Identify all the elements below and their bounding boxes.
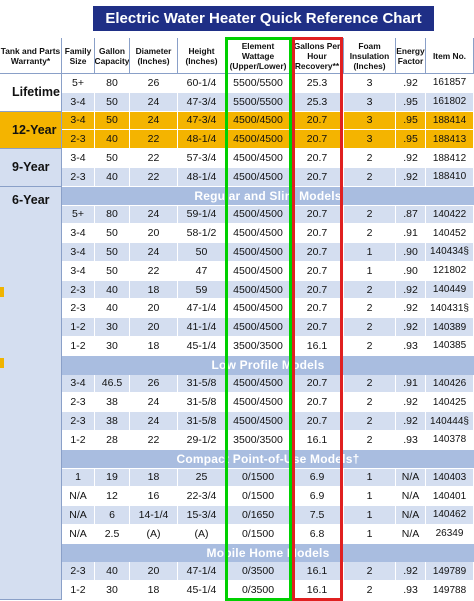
- table-cell-gallon-capacity: 40: [95, 281, 130, 300]
- table-cell-wattage: 0/3500: [226, 562, 291, 581]
- table-cell-diameter: 22: [130, 149, 178, 168]
- table-cell-height: 47-1/4: [178, 562, 226, 581]
- table-cell-family-size: 3-4: [62, 149, 95, 168]
- table-cell-height: 47-3/4: [178, 112, 226, 131]
- table-cell-recovery: 20.7: [291, 130, 344, 149]
- table-cell-recovery: 16.1: [291, 431, 344, 450]
- header-recovery: Gallons Per Hour Recovery**: [291, 38, 344, 74]
- table-cell-wattage: 4500/4500: [226, 299, 291, 318]
- table-cell-diameter: 24: [130, 112, 178, 131]
- table-cell-energy-factor: .92: [396, 281, 426, 300]
- table-cell-gallon-capacity: 80: [95, 206, 130, 225]
- table-cell-insulation: 2: [344, 299, 396, 318]
- table-cell-gallon-capacity: 2.5: [95, 525, 130, 544]
- table-cell-insulation: 2: [344, 562, 396, 581]
- table-cell-height: 58-1/2: [178, 224, 226, 243]
- table-cell-insulation: 3: [344, 130, 396, 149]
- table-cell-item-no: 140449: [426, 281, 474, 300]
- table-cell-energy-factor: .93: [396, 431, 426, 450]
- table-cell-family-size: 2-3: [62, 412, 95, 431]
- table-cell-height: 47-1/4: [178, 299, 226, 318]
- table-cell-family-size: 3-4: [62, 224, 95, 243]
- table-cell-height: 45-1/4: [178, 581, 226, 600]
- table-cell-diameter: 16: [130, 487, 178, 506]
- table-cell-insulation: 2: [344, 412, 396, 431]
- table-cell-height: 25: [178, 469, 226, 488]
- table-cell-wattage: 4500/4500: [226, 281, 291, 300]
- table-cell-family-size: 3-4: [62, 375, 95, 394]
- table-cell-insulation: 2: [344, 224, 396, 243]
- table-cell-item-no: 140444§: [426, 412, 474, 431]
- table-cell-insulation: 1: [344, 262, 396, 281]
- table-cell-diameter: 18: [130, 337, 178, 356]
- table-cell-insulation: 3: [344, 112, 396, 131]
- table-cell-recovery: 16.1: [291, 581, 344, 600]
- table-cell-gallon-capacity: 30: [95, 318, 130, 337]
- table-cell-recovery: 20.7: [291, 299, 344, 318]
- table-cell-recovery: 20.7: [291, 224, 344, 243]
- table-cell-energy-factor: .91: [396, 375, 426, 394]
- section-header: Regular and Slim Models: [62, 187, 474, 206]
- edge-marker: [0, 358, 4, 368]
- table-cell-recovery: 6.9: [291, 487, 344, 506]
- table-cell-gallon-capacity: 40: [95, 130, 130, 149]
- table-cell-item-no: 140426: [426, 375, 474, 394]
- table-cell-recovery: 20.7: [291, 206, 344, 225]
- table-cell-recovery: 20.7: [291, 393, 344, 412]
- table-cell-height: 31-5/8: [178, 412, 226, 431]
- table-cell-family-size: 5+: [62, 206, 95, 225]
- table-cell-height: 29-1/2: [178, 431, 226, 450]
- table-cell-gallon-capacity: 50: [95, 93, 130, 112]
- table-cell-height: 15-3/4: [178, 506, 226, 525]
- table-cell-gallon-capacity: 38: [95, 393, 130, 412]
- header-height: Height (Inches): [178, 38, 226, 74]
- table-cell-energy-factor: .92: [396, 299, 426, 318]
- table-cell-gallon-capacity: 30: [95, 581, 130, 600]
- table-cell-item-no: 140385: [426, 337, 474, 356]
- table-cell-insulation: 1: [344, 506, 396, 525]
- table-cell-energy-factor: .95: [396, 112, 426, 131]
- table-cell-item-no: 140431§: [426, 299, 474, 318]
- table-cell-family-size: 2-3: [62, 130, 95, 149]
- table-cell-energy-factor: .93: [396, 337, 426, 356]
- table-cell-height: 47-3/4: [178, 93, 226, 112]
- table-cell-wattage: 4500/4500: [226, 262, 291, 281]
- table-cell-item-no: 188410: [426, 168, 474, 187]
- header-diameter: Diameter (Inches): [130, 38, 178, 74]
- table-cell-diameter: 24: [130, 93, 178, 112]
- table-cell-recovery: 20.7: [291, 262, 344, 281]
- table-cell-wattage: 4500/4500: [226, 168, 291, 187]
- table-cell-insulation: 1: [344, 243, 396, 262]
- table-cell-wattage: 4500/4500: [226, 412, 291, 431]
- table-cell-item-no: 26349: [426, 525, 474, 544]
- edge-marker: [0, 287, 4, 297]
- table-cell-recovery: 7.5: [291, 506, 344, 525]
- table-cell-family-size: N/A: [62, 525, 95, 544]
- section-header: Compact Point-of-Use Models†: [62, 450, 474, 469]
- table-cell-insulation: 1: [344, 469, 396, 488]
- table-cell-energy-factor: .92: [396, 412, 426, 431]
- table-cell-gallon-capacity: 40: [95, 168, 130, 187]
- header-insulation: Foam Insulation (Inches): [344, 38, 396, 74]
- table-cell-insulation: 2: [344, 337, 396, 356]
- table-cell-gallon-capacity: 6: [95, 506, 130, 525]
- table-cell-diameter: 24: [130, 243, 178, 262]
- table-cell-wattage: 3500/3500: [226, 431, 291, 450]
- table-cell-energy-factor: .91: [396, 224, 426, 243]
- table-cell-item-no: 149789: [426, 562, 474, 581]
- table-cell-family-size: 1-2: [62, 431, 95, 450]
- warranty-9-year: 9-Year: [0, 149, 62, 187]
- table-cell-wattage: 4500/4500: [226, 393, 291, 412]
- table-cell-recovery: 6.9: [291, 469, 344, 488]
- table-cell-diameter: 20: [130, 318, 178, 337]
- table-cell-diameter: (A): [130, 525, 178, 544]
- table-cell-insulation: 2: [344, 393, 396, 412]
- table-cell-diameter: 20: [130, 562, 178, 581]
- table-cell-gallon-capacity: 19: [95, 469, 130, 488]
- table-cell-item-no: 188412: [426, 149, 474, 168]
- table-cell-diameter: 24: [130, 412, 178, 431]
- table-cell-insulation: 2: [344, 206, 396, 225]
- table-cell-energy-factor: N/A: [396, 469, 426, 488]
- section-header: Mobile Home Models: [62, 544, 474, 563]
- table-cell-item-no: 140401: [426, 487, 474, 506]
- table-cell-family-size: N/A: [62, 487, 95, 506]
- table-cell-item-no: 140422: [426, 206, 474, 225]
- table-cell-gallon-capacity: 50: [95, 149, 130, 168]
- table-cell-item-no: 161857: [426, 74, 474, 93]
- table-cell-insulation: 2: [344, 375, 396, 394]
- table-cell-insulation: 1: [344, 525, 396, 544]
- table-cell-recovery: 20.7: [291, 243, 344, 262]
- warranty-lifetime: Lifetime: [0, 74, 62, 112]
- table-cell-energy-factor: .92: [396, 562, 426, 581]
- table-cell-wattage: 4500/4500: [226, 318, 291, 337]
- table-cell-height: (A): [178, 525, 226, 544]
- header-energy-factor: Energy Factor: [396, 38, 426, 74]
- table-cell-item-no: 161802: [426, 93, 474, 112]
- table-cell-height: 50: [178, 243, 226, 262]
- table-cell-wattage: 5500/5500: [226, 93, 291, 112]
- warranty-12-year: 12-Year: [0, 112, 62, 150]
- table-cell-wattage: 3500/3500: [226, 337, 291, 356]
- table-cell-family-size: 1-2: [62, 581, 95, 600]
- table-cell-diameter: 20: [130, 224, 178, 243]
- table-cell-height: 31-5/8: [178, 375, 226, 394]
- table-cell-wattage: 4500/4500: [226, 224, 291, 243]
- table-cell-item-no: 140452: [426, 224, 474, 243]
- table-cell-recovery: 16.1: [291, 562, 344, 581]
- table-cell-height: 41-1/4: [178, 318, 226, 337]
- table-cell-recovery: 20.7: [291, 149, 344, 168]
- table-cell-family-size: 1: [62, 469, 95, 488]
- table-cell-diameter: 18: [130, 281, 178, 300]
- table-cell-energy-factor: N/A: [396, 506, 426, 525]
- warranty-6-year: 6-Year: [0, 187, 62, 600]
- table-cell-height: 22-3/4: [178, 487, 226, 506]
- table-cell-diameter: 26: [130, 74, 178, 93]
- table-cell-energy-factor: .93: [396, 581, 426, 600]
- table-cell-diameter: 22: [130, 130, 178, 149]
- table-cell-gallon-capacity: 50: [95, 112, 130, 131]
- table-cell-energy-factor: .90: [396, 262, 426, 281]
- table-cell-item-no: 188413: [426, 130, 474, 149]
- table-cell-energy-factor: .92: [396, 168, 426, 187]
- table-cell-height: 31-5/8: [178, 393, 226, 412]
- table-cell-height: 45-1/4: [178, 337, 226, 356]
- table-cell-item-no: 188414: [426, 112, 474, 131]
- table-cell-insulation: 2: [344, 318, 396, 337]
- header-warranty: Tank and Parts Warranty*: [0, 38, 62, 74]
- table-cell-insulation: 3: [344, 93, 396, 112]
- table-cell-wattage: 5500/5500: [226, 74, 291, 93]
- table-cell-insulation: 2: [344, 431, 396, 450]
- table-cell-family-size: 1-2: [62, 318, 95, 337]
- table-cell-recovery: 16.1: [291, 337, 344, 356]
- table-cell-wattage: 0/1500: [226, 487, 291, 506]
- table-cell-family-size: 2-3: [62, 168, 95, 187]
- table-cell-gallon-capacity: 38: [95, 412, 130, 431]
- table-cell-recovery: 20.7: [291, 281, 344, 300]
- table-cell-recovery: 20.7: [291, 375, 344, 394]
- table-cell-family-size: N/A: [62, 506, 95, 525]
- table-cell-energy-factor: .92: [396, 393, 426, 412]
- table-cell-height: 59: [178, 281, 226, 300]
- table-cell-item-no: 140462: [426, 506, 474, 525]
- table-cell-family-size: 3-4: [62, 112, 95, 131]
- table-cell-recovery: 25.3: [291, 74, 344, 93]
- table-cell-family-size: 3-4: [62, 93, 95, 112]
- table-cell-energy-factor: N/A: [396, 525, 426, 544]
- header-family-size: Family Size: [62, 38, 95, 74]
- table-cell-height: 59-1/4: [178, 206, 226, 225]
- table-cell-diameter: 18: [130, 469, 178, 488]
- table-cell-gallon-capacity: 12: [95, 487, 130, 506]
- table-cell-diameter: 22: [130, 431, 178, 450]
- table-cell-diameter: 20: [130, 299, 178, 318]
- table-cell-item-no: 140425: [426, 393, 474, 412]
- table-cell-insulation: 2: [344, 168, 396, 187]
- table-cell-recovery: 20.7: [291, 318, 344, 337]
- table-cell-item-no: 149788: [426, 581, 474, 600]
- table-cell-family-size: 3-4: [62, 262, 95, 281]
- table-cell-wattage: 0/3500: [226, 581, 291, 600]
- table-cell-height: 57-3/4: [178, 149, 226, 168]
- table-cell-item-no: 140389: [426, 318, 474, 337]
- table-cell-insulation: 1: [344, 487, 396, 506]
- table-cell-height: 60-1/4: [178, 74, 226, 93]
- table-cell-energy-factor: .92: [396, 318, 426, 337]
- table-cell-recovery: 25.3: [291, 93, 344, 112]
- table-cell-diameter: 22: [130, 168, 178, 187]
- header-gallon-capacity: Gallon Capacity: [95, 38, 130, 74]
- table-cell-family-size: 2-3: [62, 299, 95, 318]
- table-cell-item-no: 140403: [426, 469, 474, 488]
- table-cell-recovery: 20.7: [291, 112, 344, 131]
- table-cell-gallon-capacity: 50: [95, 243, 130, 262]
- table-cell-wattage: 0/1650: [226, 506, 291, 525]
- table-cell-gallon-capacity: 80: [95, 74, 130, 93]
- table-cell-gallon-capacity: 50: [95, 262, 130, 281]
- table-cell-gallon-capacity: 46.5: [95, 375, 130, 394]
- table-cell-gallon-capacity: 28: [95, 431, 130, 450]
- table-cell-height: 48-1/4: [178, 130, 226, 149]
- table-cell-wattage: 4500/4500: [226, 130, 291, 149]
- table-cell-insulation: 2: [344, 581, 396, 600]
- table-cell-energy-factor: .87: [396, 206, 426, 225]
- table-cell-family-size: 3-4: [62, 243, 95, 262]
- table-cell-energy-factor: .92: [396, 149, 426, 168]
- table-cell-family-size: 2-3: [62, 562, 95, 581]
- table-cell-recovery: 6.8: [291, 525, 344, 544]
- table-cell-wattage: 4500/4500: [226, 206, 291, 225]
- chart-title: Electric Water Heater Quick Reference Chart: [93, 6, 434, 31]
- table-cell-insulation: 2: [344, 281, 396, 300]
- table-cell-diameter: 26: [130, 375, 178, 394]
- table-cell-energy-factor: .95: [396, 130, 426, 149]
- table-cell-family-size: 2-3: [62, 393, 95, 412]
- table-cell-height: 48-1/4: [178, 168, 226, 187]
- header-wattage: Element Wattage (Upper/Lower): [226, 38, 291, 74]
- table-cell-energy-factor: .95: [396, 93, 426, 112]
- table-cell-gallon-capacity: 40: [95, 299, 130, 318]
- table-cell-wattage: 4500/4500: [226, 112, 291, 131]
- table-cell-item-no: 121802: [426, 262, 474, 281]
- table-cell-family-size: 5+: [62, 74, 95, 93]
- table-cell-wattage: 0/1500: [226, 469, 291, 488]
- header-item-no: Item No.: [426, 38, 474, 74]
- table-cell-insulation: 2: [344, 149, 396, 168]
- table-cell-energy-factor: .92: [396, 74, 426, 93]
- table-cell-energy-factor: .90: [396, 243, 426, 262]
- table-cell-wattage: 4500/4500: [226, 375, 291, 394]
- table-cell-diameter: 22: [130, 262, 178, 281]
- table-cell-gallon-capacity: 40: [95, 562, 130, 581]
- table-cell-item-no: 140378: [426, 431, 474, 450]
- table-cell-diameter: 24: [130, 393, 178, 412]
- table-cell-family-size: 1-2: [62, 337, 95, 356]
- table-cell-recovery: 20.7: [291, 412, 344, 431]
- table-cell-diameter: 24: [130, 206, 178, 225]
- table-cell-recovery: 20.7: [291, 168, 344, 187]
- table-cell-gallon-capacity: 30: [95, 337, 130, 356]
- table-cell-diameter: 14-1/4: [130, 506, 178, 525]
- table-cell-insulation: 3: [344, 74, 396, 93]
- table-cell-height: 47: [178, 262, 226, 281]
- table-cell-family-size: 2-3: [62, 281, 95, 300]
- table-cell-gallon-capacity: 50: [95, 224, 130, 243]
- table-cell-energy-factor: N/A: [396, 487, 426, 506]
- table-cell-item-no: 140434§: [426, 243, 474, 262]
- table-cell-wattage: 4500/4500: [226, 243, 291, 262]
- section-header: Low Profile Models: [62, 356, 474, 375]
- table-cell-wattage: 4500/4500: [226, 149, 291, 168]
- table-cell-diameter: 18: [130, 581, 178, 600]
- table-cell-wattage: 0/1500: [226, 525, 291, 544]
